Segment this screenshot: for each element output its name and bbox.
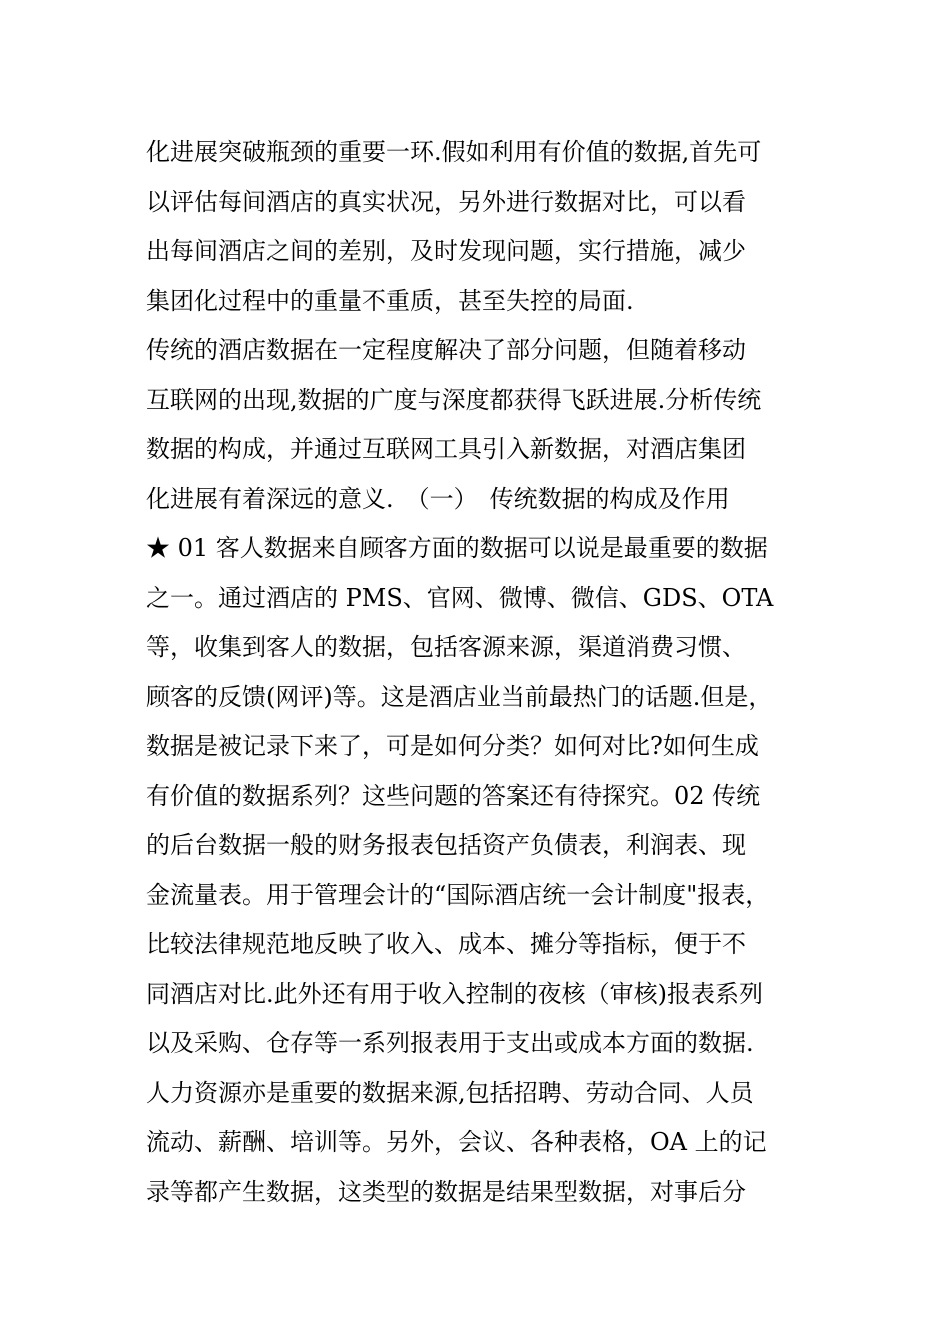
text-line: ★ 01 客人数据来自顾客方面的数据可以说是最重要的数据 [146,534,768,562]
text-line: 出每间酒店之间的差别，及时发现问题，实行措施，减少 [146,237,746,265]
text-line: 以评估每间酒店的真实状况，另外进行数据对比，可以看 [146,187,746,216]
text-line: 之一。通过酒店的 PMS、官网、微博、微信、GDS、OTA [146,583,774,612]
text-line: 数据是被记录下来了，可是如何分类？如何对比?如何生成 [146,732,759,760]
text-line: 互联网的出现,数据的广度与深度都获得飞跃进展.分析传统 [146,385,762,414]
text-line: 金流量表。用于管理会计的“国际酒店统一会计制度"报表， [146,880,770,909]
text-line: 传统的酒店数据在一定程度解决了部分问题，但随着移动 [146,336,746,364]
text-line: 同酒店对比.此外还有用于收入控制的夜核（审核)报表系列 [146,979,763,1008]
section-heading-line: 化进展有着深远的意义. （一） 传统数据的构成及作用 [146,484,730,513]
text-line: 有价值的数据系列？这些问题的答案还有待探究。02 传统 [146,781,761,810]
text-line: 集团化过程中的重量不重质，甚至失控的局面. [146,286,634,315]
text-line: 数据的构成，并通过互联网工具引入新数据，对酒店集团 [146,435,746,463]
body-text [146,128,826,1217]
text-line: 录等都产生数据，这类型的数据是结果型数据，对事后分 [146,1177,746,1206]
text-line: 以及采购、仓存等一系列报表用于支出或成本方面的数据. [146,1029,754,1057]
text-line: 顾客的反馈(网评)等。这是酒店业当前最热门的话题.但是， [146,682,773,711]
text-line: 等，收集到客人的数据，包括客源来源，渠道消费习惯、 [146,633,746,661]
text-line: 化进展突破瓶颈的重要一环.假如利用有价值的数据,首先可 [146,138,762,166]
text-line: 人力资源亦是重要的数据来源,包括招聘、劳动合同、人员 [146,1078,754,1107]
text-line: 比较法律规范地反映了收入、成本、摊分等指标，便于不 [146,930,746,958]
text-line: 流动、薪酬、培训等。另外，会议、各种表格，OA 上的记 [146,1128,767,1156]
text-line: 的后台数据一般的财务报表包括资产负债表，利润表、现 [146,831,746,859]
